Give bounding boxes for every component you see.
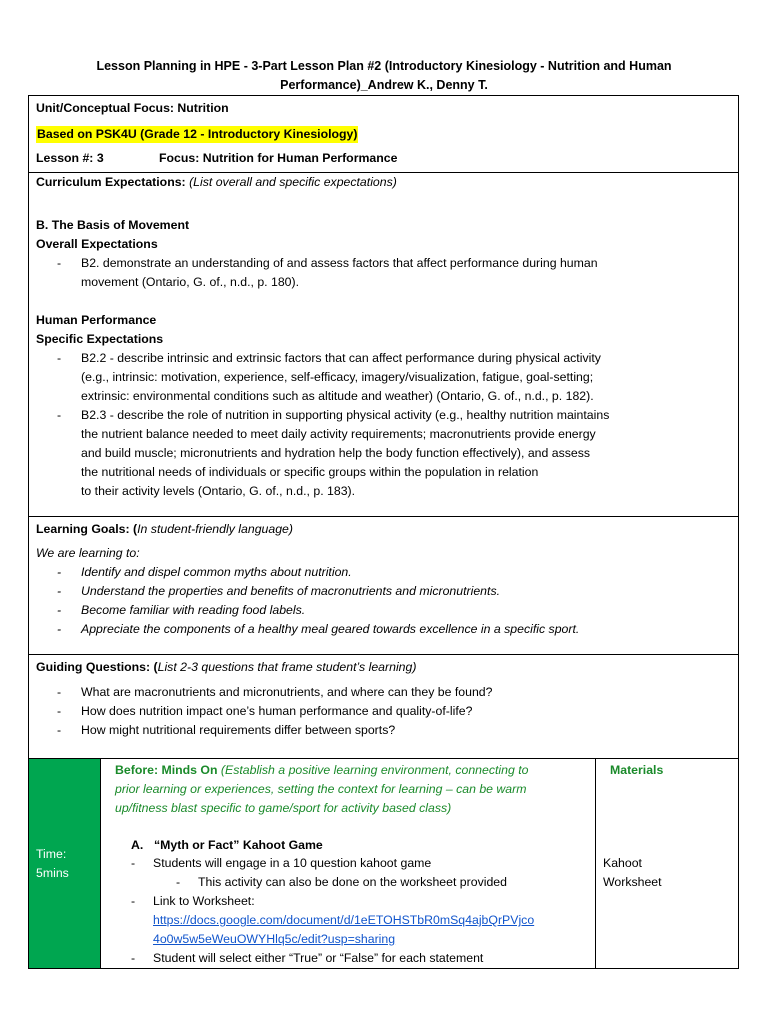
learning-goals-list [36, 563, 726, 639]
dash-bullet: - [57, 565, 62, 579]
lesson-row [36, 149, 726, 168]
dash-bullet: - [57, 603, 62, 617]
dash-bullet: - [57, 256, 62, 270]
based-on-row [36, 125, 726, 144]
learning-goals-heading: Learning Goals: (In student-friendly language) [36, 522, 293, 536]
minds-on-heading: Before: Minds On [115, 763, 218, 777]
minds-on-description: Before: Minds On (Establish a positive learning environment, connecting to prior learning or experiences, setting the context for learning – can be warm up/fitness blast specific to game/sport for activity based class) [115, 763, 529, 815]
list-item: - Link to Worksheet: [115, 892, 595, 911]
list-item: - This activity can also be done on the worksheet provided [115, 873, 595, 892]
dash-bullet: - [57, 351, 62, 365]
col-divider [100, 758, 101, 969]
row-divider [28, 758, 739, 759]
list-item: - What are macronutrients and micronutrients, and where can they be found? [36, 683, 726, 702]
section-title: B. The Basis of Movement [36, 218, 190, 232]
worksheet-link-line-2[interactable]: 4o0w5w5eWeuOWYHlq5c/edit?usp=sharing [153, 932, 396, 946]
dash-bullet: - [131, 894, 136, 908]
dash-bullet: - [176, 875, 181, 889]
dash-bullet: - [131, 951, 136, 965]
curriculum-heading-row [36, 173, 726, 192]
activity-title: “Myth or Fact” Kahoot Game [154, 838, 323, 852]
overall-list [36, 254, 726, 292]
activity-list [115, 854, 595, 968]
overall-heading: Overall Expectations [36, 237, 158, 251]
row-divider [28, 654, 739, 655]
unit-focus: Unit/Conceptual Focus: Nutrition [36, 101, 229, 115]
guiding-questions-list [36, 683, 726, 740]
list-item: - Understand the properties and benefits of macronutrients and micronutrients. [36, 582, 726, 601]
list-item: - How does nutrition impact one’s human performance and quality-of-life? [36, 702, 726, 721]
curriculum-heading: Curriculum Expectations: [36, 175, 186, 189]
list-item: - Student will select either “True” or “False” for each statement [115, 949, 595, 968]
lesson-focus: Focus: Nutrition for Human Performance [159, 151, 398, 165]
list-item: - Appreciate the components of a healthy meal geared towards excellence in a specific sport. [36, 620, 726, 639]
specific-list [36, 349, 726, 501]
dash-bullet: - [131, 856, 136, 870]
guiding-questions-heading: Guiding Questions: (List 2-3 questions that frame student’s learning) [36, 660, 417, 674]
material-item: Kahoot [603, 856, 642, 870]
human-performance-heading: Human Performance [36, 313, 157, 327]
list-item: - B2.2 - describe intrinsic and extrinsic factors that can affect performance during physical activity (e.g., intrinsic: motivation, experience, self-efficacy, imagery/visualization, fatigue, goal-setting; extrinsic: environmental conditions such as altitude and weather) (Ontario, G. of., n.d., p. 182). [57, 351, 601, 403]
list-item: - Identify and dispel common myths about nutrition. [36, 563, 726, 582]
dash-bullet: - [57, 408, 62, 422]
worksheet-link-line-1[interactable]: https://docs.google.com/document/d/1eETOHSTbR0mSq4ajbQrPVjco [153, 913, 535, 927]
dash-bullet: - [57, 723, 62, 737]
materials-list [603, 854, 662, 892]
dash-bullet: - [57, 622, 62, 636]
material-item: Worksheet [603, 875, 662, 889]
col-divider [595, 758, 596, 969]
list-item: - B2. demonstrate an understanding of and assess factors that affect performance during human movement (Ontario, G. of., n.d., p. 180). [57, 256, 598, 289]
list-item: - Become familiar with reading food labels. [36, 601, 726, 620]
list-item: - Students will engage in a 10 question kahoot game [115, 854, 595, 873]
dash-bullet: - [57, 584, 62, 598]
row-divider [28, 516, 739, 517]
document-title [70, 57, 698, 95]
worksheet-link[interactable] [115, 911, 595, 949]
title-line-1: Lesson Planning in HPE - 3-Part Lesson Plan #2 (Introductory Kinesiology - Nutrition and Human [96, 59, 672, 73]
lesson-number: Lesson #: 3 [36, 151, 104, 165]
dash-bullet: - [57, 685, 62, 699]
based-on-highlight: Based on PSK4U (Grade 12 - Introductory Kinesiology) [37, 127, 358, 141]
list-item: - B2.3 - describe the role of nutrition in supporting physical activity (e.g., healthy nutrition maintains the nutrient balance needed to meet daily activity requirements; macronutrients provide energy and build muscle; micronutrients and hydration help the body function effectively), and assess the nutritional needs of individuals or specific groups within the population in relation to their activity levels (Ontario, G. of., n.d., p. 183). [57, 408, 610, 498]
materials-heading: Materials [610, 763, 664, 777]
learning-intro: We are learning to: [36, 546, 140, 560]
specific-heading: Specific Expectations [36, 332, 164, 346]
title-line-2: Performance)_Andrew K., Denny T. [280, 78, 488, 92]
list-item: - How might nutritional requirements differ between sports? [36, 721, 726, 740]
dash-bullet: - [57, 704, 62, 718]
time-label: Time: 5mins [36, 847, 69, 880]
activity-title-row: A. “Myth or Fact” Kahoot Game [131, 836, 143, 855]
curriculum-note: (List overall and specific expectations) [189, 175, 397, 189]
